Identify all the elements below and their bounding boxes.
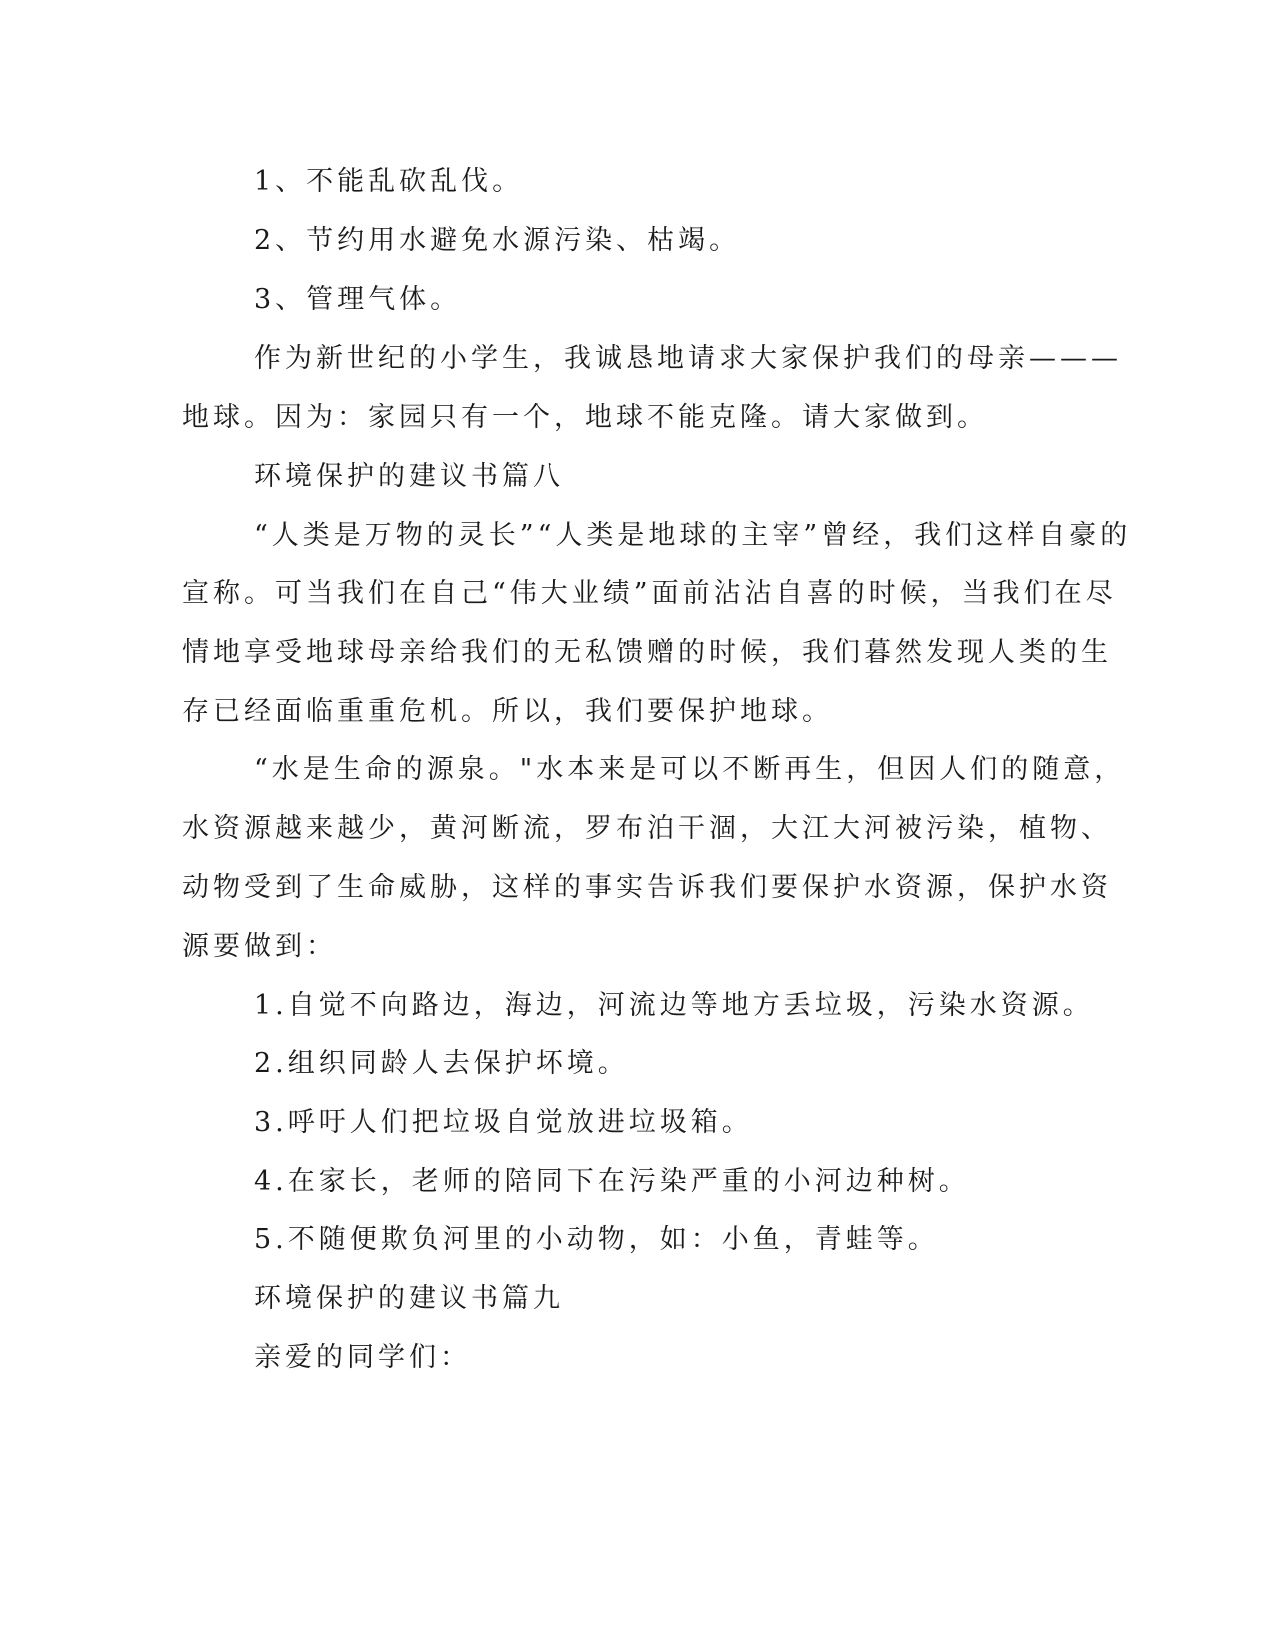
paragraph-line: “人类是万物的灵长”“人类是地球的主宰”曾经，我们这样自豪的: [254, 520, 1132, 551]
paragraph-line: 存已经面临重重危机。所以，我们要保护地球。: [182, 696, 833, 727]
list-item: 1.自觉不向路边，海边，河流边等地方丢垃圾，污染水资源。: [254, 990, 1094, 1021]
list-line-3: 3、管理气体。: [254, 284, 462, 315]
paragraph-line: 作为新世纪的小学生，我诚恳地请求大家保护我们的母亲———: [254, 343, 1122, 374]
paragraph-line: 水资源越来越少，黄河断流，罗布泊干涸，大江大河被污染，植物、: [182, 813, 1112, 844]
paragraph-line: 情地享受地球母亲给我们的无私馈赠的时候，我们暮然发现人类的生: [182, 637, 1112, 668]
section-heading: 环境保护的建议书篇八: [254, 461, 564, 492]
paragraph-line: 动物受到了生命威胁，这样的事实告诉我们要保护水资源，保护水资: [182, 872, 1112, 903]
list-item: 5.不随便欺负河里的小动物，如：小鱼，青蛙等。: [254, 1224, 939, 1255]
paragraph-line: 源要做到：: [182, 931, 337, 962]
list-line-1: 1、不能乱砍乱伐。: [254, 166, 524, 197]
paragraph-line: “水是生命的源泉。"水本来是可以不断再生，但因人们的随意，: [254, 754, 1126, 785]
section-heading: 环境保护的建议书篇九: [254, 1283, 564, 1314]
list-item: 4.在家长，老师的陪同下在污染严重的小河边种树。: [254, 1166, 970, 1197]
list-item: 3.呼吁人们把垃圾自觉放进垃圾箱。: [254, 1107, 753, 1138]
list-line-2: 2、节约用水避免水源污染、枯竭。: [254, 225, 741, 256]
paragraph-line: 地球。因为：家园只有一个，地球不能克隆。请大家做到。: [182, 402, 988, 433]
salutation: 亲爱的同学们：: [254, 1342, 471, 1373]
list-item: 2.组织同龄人去保护坏境。: [254, 1048, 629, 1079]
paragraph-line: 宣称。可当我们在自己“伟大业绩”面前沾沾自喜的时候，当我们在尽: [182, 578, 1117, 609]
